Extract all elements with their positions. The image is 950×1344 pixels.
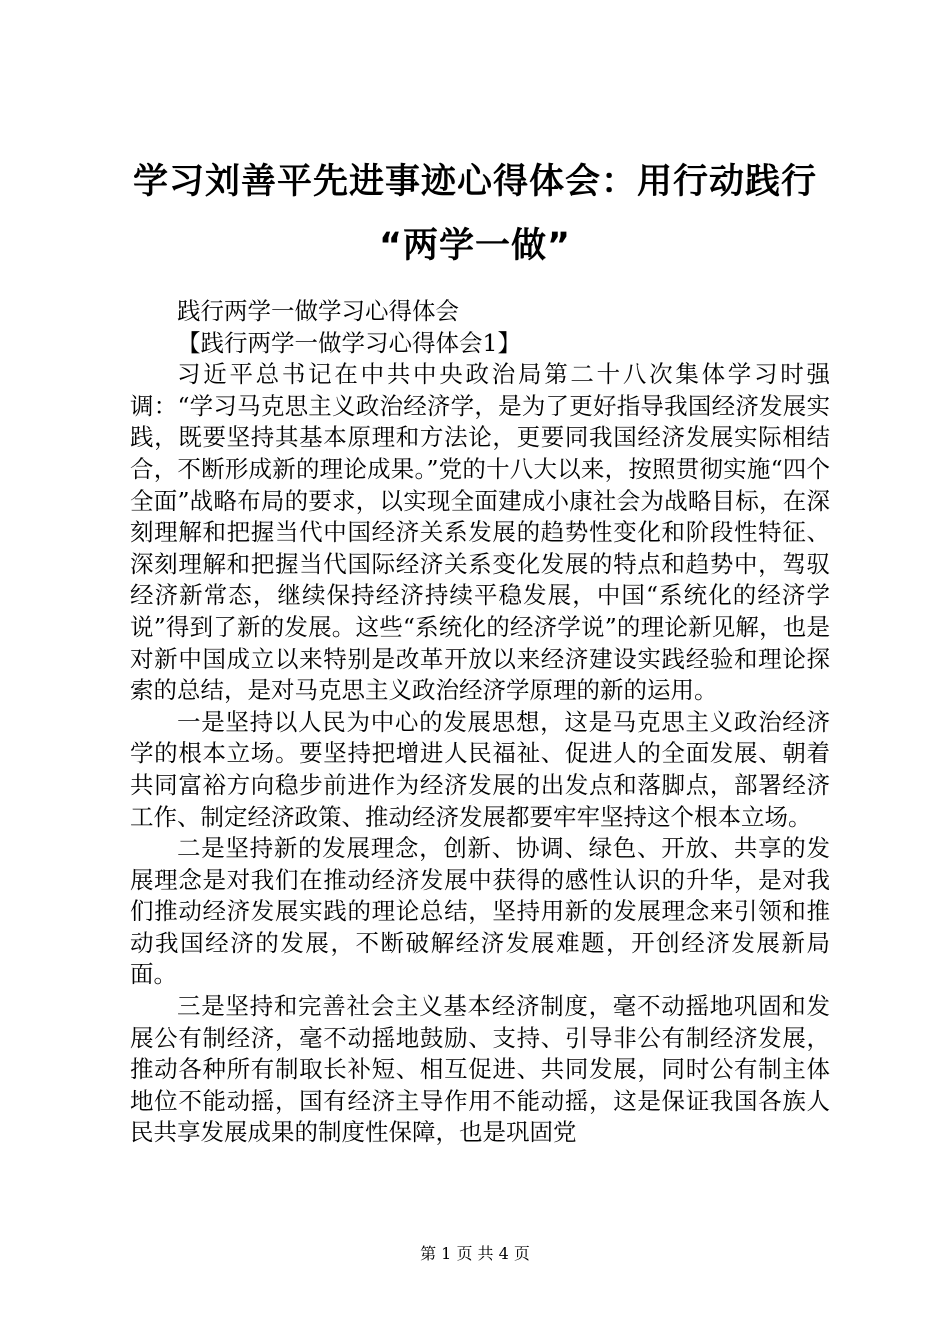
subtitle-paragraph: 践行两学一做学习心得体会	[177, 297, 459, 325]
body-paragraph: 习近平总书记在中共中央政治局第二十八次集体学习时强调：“学习马克思主义政治经济学，是为了更好指导我国经济发展实践，既要坚持其基本原理和方法论，更要同我国经济发展实际相结合，不断形成新的理论成果。”党的十八大以来，按照贯彻实施“四个全面”战略布局的要求，以实现全面建成小康社会为战略目标，在深刻理解和把握当代中国经济关系发展的趋势性变化和阶段性特征、深刻理解和把握当代国际经济关系变化发展的特点和趋势中，驾驭经济新常态，继续保持经济持续平稳发展，中国“系统化的经济学说”得到了新的发展。这些“系统化的经济学说”的理论新见解，也是对新中国成立以来特别是改革开放以来经济建设实践经验和理论探索的总结，是对马克思主义政治经济学原理的新的运用。	[130, 360, 830, 705]
document-title-line-1: 学习刘善平先进事迹心得体会：用行动践行	[132, 162, 817, 202]
document-title-line-2: “两学一做”	[378, 226, 571, 266]
body-paragraph: 二是坚持新的发展理念，创新、协调、绿色、开放、共享的发展理念是对我们在推动经济发展中获得的感性认识的升华，是对我们推动经济发展实践的理论总结，坚持用新的发展理念来引领和推动我国经济的发展，不断破解经济发展难题，开创经济发展新局面。	[130, 834, 830, 989]
body-paragraph: 三是坚持和完善社会主义基本经济制度，毫不动摇地巩固和发展公有制经济，毫不动摇地鼓励、支持、引导非公有制经济发展，推动各种所有制取长补短、相互促进、共同发展，同时公有制主体地位不能动摇，国有经济主导作用不能动摇，这是保证我国各族人民共享发展成果的制度性保障，也是巩固党	[130, 992, 830, 1147]
section-heading: 【践行两学一做学习心得体会1】	[177, 328, 521, 357]
page-footer: 第 1 页 共 4 页	[420, 1244, 530, 1263]
document-body	[130, 296, 830, 1149]
body-paragraph: 一是坚持以人民为中心的发展思想，这是马克思主义政治经济学的根本立场。要坚持把增进人民福祉、促进人的全面发展、朝着共同富裕方向稳步前进作为经济发展的出发点和落脚点，部署经济工作、制定经济政策、推动经济发展都要牢牢坚持这个根本立场。	[130, 707, 830, 831]
